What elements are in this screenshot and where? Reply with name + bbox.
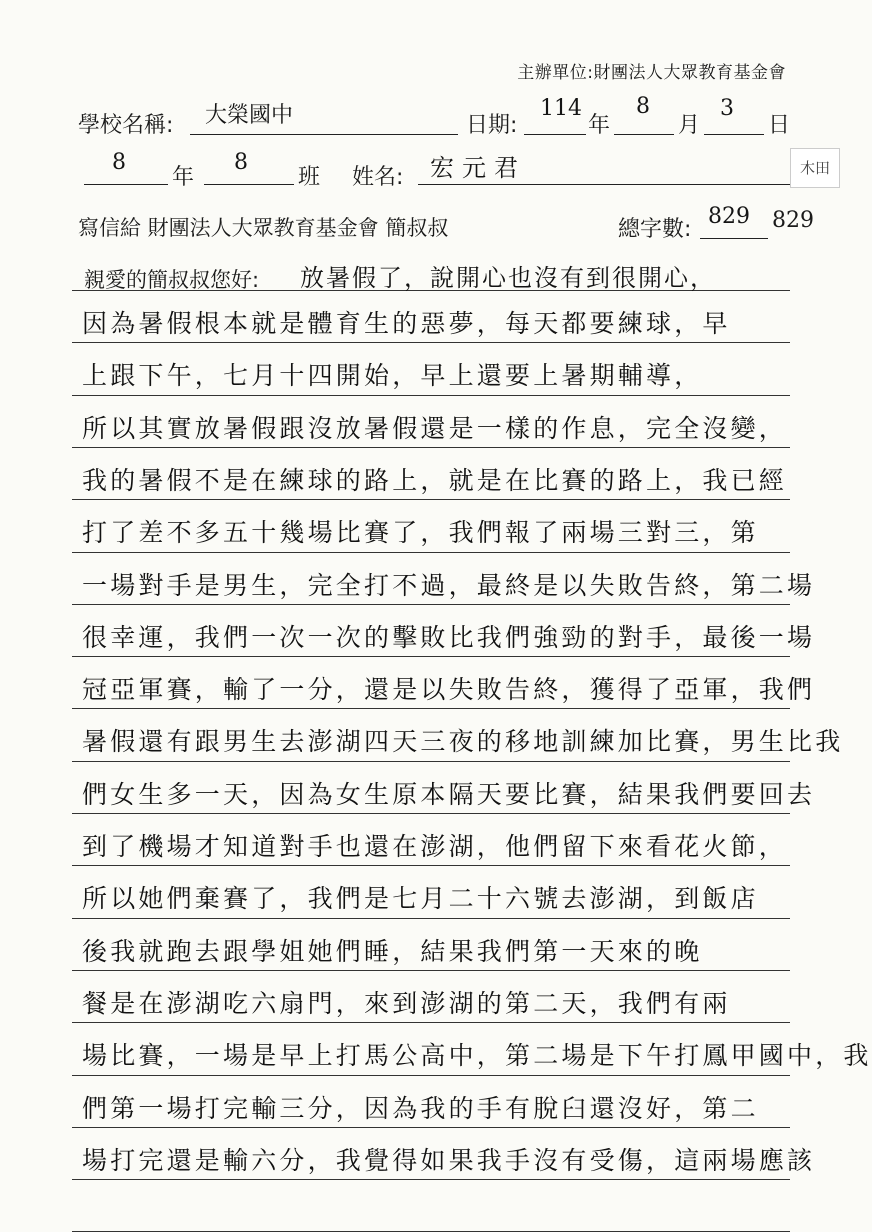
word-count-underline — [700, 238, 768, 239]
ruled-line — [72, 656, 790, 657]
ruled-line — [72, 552, 790, 553]
day-underline — [704, 134, 764, 135]
ruled-line — [72, 970, 790, 971]
class-value: 8 — [234, 150, 248, 175]
greeting: 親愛的簡叔叔您好: — [84, 268, 260, 292]
date-label: 日期: — [466, 113, 518, 138]
letter-line: 們女生多一天，因為女生原本隔天要比賽，結果我們要回去 — [82, 779, 816, 809]
school-underline — [190, 134, 458, 135]
ruled-line — [72, 395, 790, 396]
year-label: 年 — [588, 113, 611, 138]
day-value: 3 — [720, 96, 734, 121]
letter-line: 暑假還有跟男生去澎湖四天三夜的移地訓練加比賽，男生比我 — [82, 727, 844, 757]
month-value: 8 — [636, 94, 650, 119]
ruled-line — [72, 708, 790, 709]
ruled-line — [72, 918, 790, 919]
letter-line: 因為暑假根本就是體育生的惡夢，每天都要練球，早 — [82, 309, 731, 338]
word-count-label: 總字數: — [618, 217, 692, 242]
letter-line: 後我就跑去跟學姐她們睡，結果我們第一天來的晚 — [82, 936, 703, 966]
class-underline — [204, 184, 294, 185]
ruled-line — [72, 1075, 790, 1076]
letter-line: 打了差不多五十幾場比賽了，我們報了兩場三對三，第 — [82, 518, 759, 548]
day-label: 日 — [768, 113, 791, 138]
letter-line: 很幸運，我們一次一次的擊敗比我們強勁的對手，最後一場 — [82, 622, 816, 652]
letter-line: 們第一場打完輸三分，因為我的手有脫臼還沒好，第二 — [82, 1093, 759, 1123]
letter-line: 一場對手是男生，完全打不過，最終是以失敗告終，第二場 — [82, 570, 816, 600]
ruled-line — [72, 342, 790, 343]
recipient-line: 寫信給 財團法人大眾教育基金會 簡叔叔 — [78, 216, 449, 240]
ruled-line — [72, 1022, 790, 1023]
letter-line: 場打完還是輸六分，我覺得如果我手沒有受傷，這兩場應該 — [82, 1145, 816, 1175]
school-value: 大榮國中 — [205, 103, 294, 128]
month-underline — [614, 134, 674, 135]
month-label: 月 — [678, 113, 701, 138]
class-label: 班 — [298, 165, 321, 190]
name-underline — [418, 184, 796, 185]
letter-line: 餐是在澎湖吃六扇門，來到澎湖的第二天，我們有兩 — [82, 988, 731, 1018]
grade-underline — [84, 184, 168, 185]
grade-label: 年 — [172, 165, 195, 190]
ruled-line — [72, 447, 790, 448]
word-count-value: 829 — [708, 204, 750, 229]
ruled-line — [72, 865, 790, 866]
letter-line: 場比賽，一場是早上打馬公高中，第二場是下午打鳳甲國中，我 — [82, 1041, 872, 1071]
ruled-line — [72, 499, 790, 500]
ruled-line — [72, 604, 790, 605]
letter-line: 冠亞軍賽，輸了一分，還是以失敗告終，獲得了亞軍，我們 — [82, 675, 816, 705]
letter-line: 我的暑假不是在練球的路上，就是在比賽的路上，我已經 — [82, 465, 788, 495]
letter-line: 上跟下午，七月十四開始，早上還要上暑期輔導， — [82, 361, 703, 391]
letter-line: 所以其實放暑假跟沒放暑假還是一樣的作息，完全沒變， — [82, 413, 788, 443]
school-label: 學校名稱: — [78, 113, 174, 138]
ruled-line — [72, 1127, 790, 1128]
ruled-line — [72, 761, 790, 762]
letter-line: 到了機場才知道對手也還在澎湖，他們留下來看花火節， — [82, 832, 788, 861]
year-value: 114 — [540, 96, 582, 121]
organizer-label: 主辦單位:財團法人大眾教育基金會 — [517, 63, 786, 83]
year-underline — [524, 134, 586, 135]
word-count-note: 829 — [772, 208, 814, 233]
name-value: 宏元君 — [430, 154, 526, 182]
letter-line: 放暑假了，說開心也沒有到很開心， — [300, 264, 716, 292]
margin-stamp: 木田 — [790, 148, 840, 188]
ruled-line — [72, 813, 790, 814]
name-label: 姓名: — [352, 165, 404, 190]
ruled-line — [72, 1179, 790, 1180]
letter-line: 所以她們棄賽了，我們是七月二十六號去澎湖，到飯店 — [82, 884, 759, 914]
grade-value: 8 — [112, 150, 126, 175]
